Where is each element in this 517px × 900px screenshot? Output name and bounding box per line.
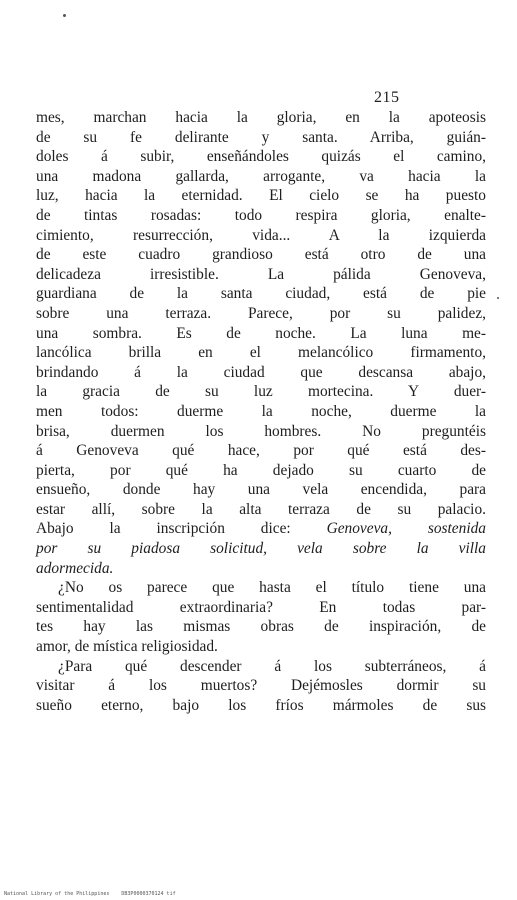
text-line: mes, marchan hacia la gloria, en la apoteosis — [36, 109, 486, 126]
text-line: sobre una terraza. Parece, por su palidez, — [36, 304, 486, 322]
text-line: pierta, por qué ha dejado su cuarto de — [36, 461, 486, 479]
page-text — [36, 108, 486, 715]
text-line: ¿Para qué descender á los subterráneos, á — [58, 657, 486, 675]
footer-library: National Library of the Philippines — [4, 891, 110, 897]
paper-speck — [63, 14, 66, 17]
text-line: delicadeza irresistible. La pálida Genoveva, — [36, 265, 486, 283]
text-line: amor, de mística religiosidad. — [36, 638, 218, 656]
inscription-line: adormecida. — [36, 559, 114, 577]
text-line: de tintas rosadas: todo respira gloria, enalte- — [36, 206, 486, 224]
inscription-italic: Genoveva, sostenida — [326, 520, 487, 538]
text-line: visitar á los muertos? Dejémosles dormir su — [36, 677, 486, 695]
text-line: estar allí, sobre la alta terraza de su palacio. — [36, 500, 486, 518]
text-line: tes hay las mismas obras de inspiración, de — [36, 618, 486, 636]
text-line: doles á subir, enseñándoles quizás el camino, — [36, 148, 486, 166]
text-line: ensueño, donde hay una vela encendida, para — [36, 481, 486, 499]
text-line: de este cuadro grandioso está otro de una — [36, 246, 486, 264]
text-line: de su fe delirante y santa. Arriba, guián- — [36, 128, 486, 146]
text-line: luz, hacia la eternidad. El cielo se ha puesto — [36, 187, 486, 205]
text-line: sentimentalidad extraordinaria? En todas par- — [36, 598, 486, 616]
text-line: ¿No os parece que hasta el título tiene una — [58, 579, 486, 597]
footer-code: DB3P0000370124 tif — [121, 891, 176, 897]
text-line: guardiana de la santa ciudad, está de pie — [36, 285, 486, 303]
text-line: lancólica brilla en el melancólico firmamento, — [36, 344, 486, 362]
text-line: brisa, duermen los hombres. No preguntéis — [36, 422, 486, 440]
inscription-line: por su piadosa solicitud, vela sobre la villa — [36, 540, 486, 558]
scan-footer — [4, 891, 176, 897]
inscription-line — [36, 519, 486, 539]
text-line: una madona gallarda, arrogante, va hacia la — [36, 167, 486, 185]
text-line: men todos: duerme la noche, duerme la — [36, 402, 486, 420]
inscription-intro: Abajo la inscripción dice: — [36, 520, 327, 538]
text-line: cimiento, resurrección, vida... A la izquierda — [36, 226, 486, 244]
text-line: brindando á la ciudad que descansa abajo, — [36, 363, 486, 381]
text-line: una sombra. Es de noche. La luna me- — [36, 324, 486, 342]
page-number: 215 — [374, 89, 400, 106]
text-line: sueño eterno, bajo los fríos mármoles de sus — [36, 696, 486, 714]
text-line: la gracia de su luz mortecina. Y duer- — [36, 383, 486, 401]
text-line: á Genoveva qué hace, por qué está des- — [36, 442, 486, 460]
paper-speck — [497, 297, 499, 299]
